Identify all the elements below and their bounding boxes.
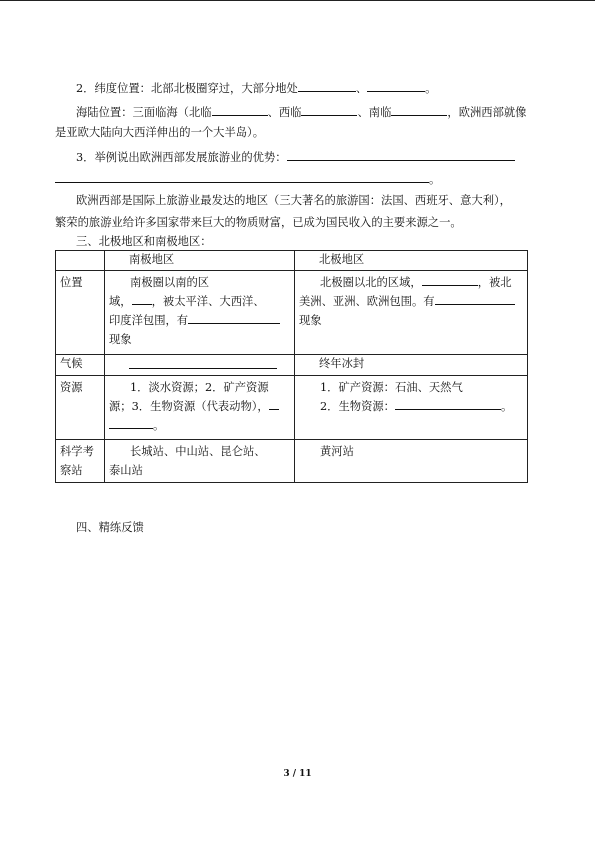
header-north-pole: 北极地区 — [295, 251, 528, 271]
sea-south-label: 、南临 — [357, 106, 392, 119]
south-position-cell — [105, 271, 295, 355]
latitude-blank-2[interactable] — [367, 80, 425, 92]
south-position-line-2: 域， ，被太平洋、大西洋、 — [109, 295, 265, 308]
table-row-position — [56, 271, 528, 355]
tourism-question: 3．举例说出欧洲西部发展旅游业的优势： — [76, 151, 287, 164]
north-phenomenon-blank[interactable] — [435, 293, 515, 305]
south-stations-line-2: 泰山站 — [109, 464, 143, 478]
tourism-end: 。 — [429, 173, 441, 186]
latitude-prefix: 2．纬度位置：北部北极圈穿过，大部分地处 — [76, 82, 298, 95]
row-label-climate: 气候 — [56, 355, 105, 376]
table-row-resources — [56, 376, 528, 440]
polar-comparison-table — [55, 250, 528, 483]
position-label: 位置 — [60, 276, 83, 289]
tourism-blank-2[interactable] — [55, 171, 429, 183]
south-resources-line-3: 。 — [109, 416, 290, 435]
north-resources-cell — [295, 376, 528, 440]
south-climate-cell — [105, 355, 295, 376]
south-position-line-4: 现象 — [109, 333, 132, 346]
south-phenomenon-blank[interactable] — [188, 312, 280, 324]
table-header-row — [56, 251, 528, 271]
south-position-line-3: 印度洋包围，有 — [109, 311, 290, 330]
row-label-stations — [56, 440, 105, 483]
stations-label-line-1: 科学考 — [60, 445, 94, 459]
table-header-empty — [56, 251, 105, 271]
south-resources-line-2: 源；3．生物资源（代表动物）， — [109, 397, 290, 416]
tourism-question-line — [76, 149, 515, 165]
sea-position-line-2: 是亚欧大陆向大西洋伸出的一个大半岛）。 — [55, 126, 264, 139]
south-resources-cell — [105, 376, 295, 440]
tourism-blank-1[interactable] — [287, 149, 515, 161]
north-region-blank[interactable] — [422, 274, 478, 286]
sea-prefix: 海陆位置：三面临海（北临 — [76, 106, 212, 119]
north-position-line-2: 美洲、亚洲、欧洲包围。有 — [299, 292, 523, 311]
header-south-pole: 南极地区 — [105, 251, 295, 271]
north-position-line-3: 现象 — [299, 314, 322, 327]
tourism-answer-line — [55, 171, 440, 187]
top-rule — [0, 0, 595, 1]
latitude-end: 。 — [425, 82, 437, 95]
north-biological-blank[interactable] — [395, 398, 501, 410]
table-row-stations — [56, 440, 528, 483]
south-stations-cell — [105, 440, 295, 483]
sea-suffix: ，欧洲西部就像 — [447, 106, 527, 119]
north-resources-line-2: 2．生物资源： 。 — [320, 400, 513, 414]
south-region-blank[interactable] — [132, 293, 152, 305]
row-label-resources — [56, 376, 105, 440]
section-heading-polar: 三、北极地区和南极地区： — [76, 235, 212, 248]
stations-label-line-2: 察站 — [60, 464, 83, 478]
sea-west-label: 、西临 — [267, 106, 302, 119]
north-position-cell — [295, 271, 528, 355]
sea-north-blank[interactable] — [212, 104, 268, 116]
north-position-line-1: 北极圈以北的区域， ，被北 — [320, 276, 512, 289]
north-climate-cell: 终年冰封 — [295, 355, 528, 376]
south-position-line-1: 南极圈以南的区 — [130, 276, 210, 289]
latitude-position-line — [76, 80, 436, 96]
north-stations-cell — [295, 440, 528, 483]
sea-position-line — [76, 104, 526, 120]
tourism-paragraph-line-1: 欧洲西部是国际上旅游业最发达的地区（三大著名的旅游国：法国、西班牙、意大利）， — [76, 194, 511, 207]
north-resources-line-1: 1．矿产资源：石油、天然气 — [320, 381, 463, 395]
sea-west-blank[interactable] — [301, 104, 357, 116]
south-climate-blank[interactable] — [129, 357, 277, 369]
south-animal-blank-a[interactable] — [269, 398, 279, 410]
south-animal-blank-b[interactable] — [109, 417, 153, 429]
page-number: 3 / 11 — [283, 769, 312, 779]
table-row-climate — [56, 355, 528, 376]
row-label-position — [56, 271, 105, 355]
south-stations-line-1: 长城站、中山站、昆仑站、 — [130, 445, 266, 459]
tourism-paragraph-line-2: 繁荣的旅游业给许多国家带来巨大的物质财富，已成为国民收入的主要来源之一。 — [55, 216, 462, 229]
north-stations-line-1: 黄河站 — [320, 445, 354, 459]
sea-south-blank[interactable] — [391, 104, 447, 116]
section-heading-practice: 四、精练反馈 — [76, 521, 144, 534]
latitude-separator: 、 — [355, 82, 368, 95]
south-resources-line-1: 1．淡水资源；2．矿产资源 — [130, 381, 269, 395]
latitude-blank-1[interactable] — [298, 80, 356, 92]
resources-label: 资源 — [60, 381, 83, 395]
